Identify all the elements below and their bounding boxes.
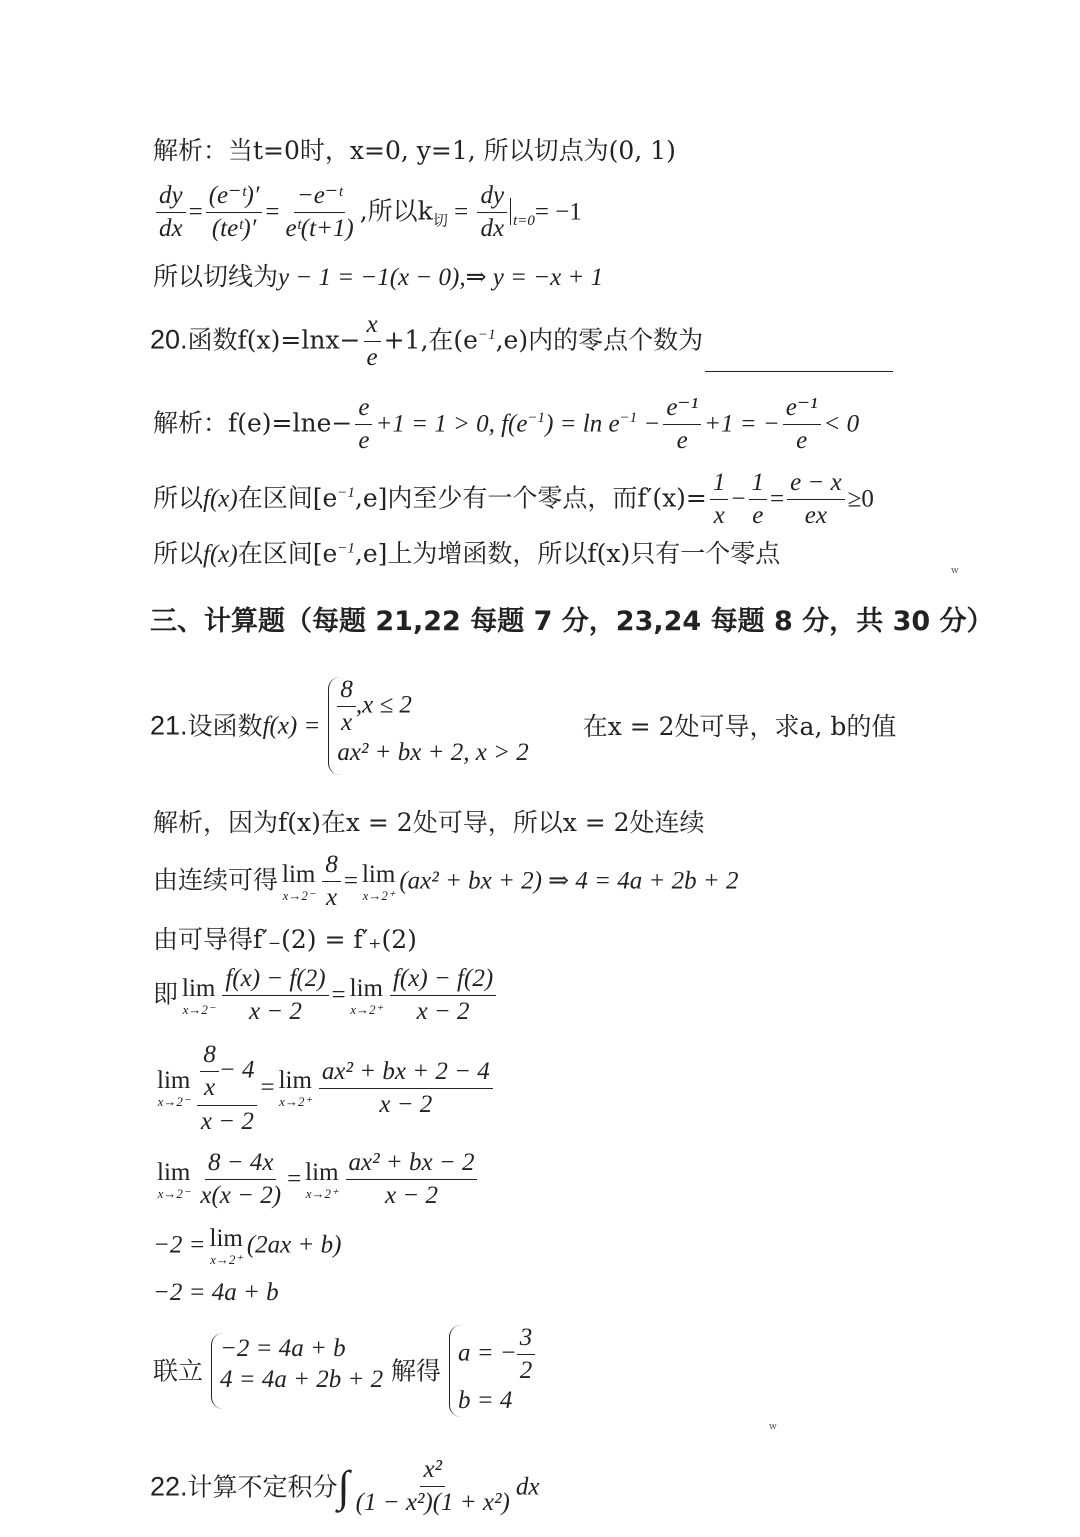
answer-blank	[705, 371, 893, 372]
poly-fraction-2: $\frac{\text{ax² + bx − 2}}{x - 2}$	[346, 1150, 478, 1210]
dy-dx-fraction: $\frac{dy}{dx}$	[156, 183, 186, 243]
limit-left-2: lim x→2⁻	[182, 974, 216, 1017]
sol20-frac-1-x: $\frac{1}{x}$	[710, 470, 729, 530]
solution-brace: a = − $\frac{3}{2}$ b = 4	[449, 1325, 535, 1417]
poly-fraction-1: $\frac{\text{ax² + bx + 2 − 4}}{x - 2}$	[319, 1059, 493, 1119]
question-22: 22.计算不定积分∫ $\frac{\text{x²}}{\text{(1 − x²)(1 + x²)}}$ dx	[150, 1456, 540, 1517]
difference-quotient-left: $\frac{f(x) - f(2)}{x - 2}$	[222, 966, 328, 1026]
question-20: 20.函数f(x)=lnx− $\frac{x}{e}$ +1,在$(e^{-1},e)$内的零点个数为	[150, 312, 893, 372]
sol21-line2: 由连续可得 lim x→2⁻ $\frac{8}{x}$ = lim x→2⁺ (ax² + bx + 2) ⇒ 4 = 4a + 2b + 2	[153, 851, 739, 912]
system-brace: −2 = 4a + b 4 = 4a + 2b + 2	[211, 1333, 383, 1409]
ratio-fraction-2: $\frac{\text{−e⁻ᵗ}}{\text{eᵗ(t+1)}}$	[285, 182, 354, 243]
piece-1: $\frac{8}{x}$ ,x ≤ 2	[337, 677, 528, 737]
section-3-title: 三、计算题（每题 21,22 每题 7 分，23,24 每题 8 分，共 30 分）	[150, 606, 994, 637]
sol21-line5: lim x→2⁻ $\frac{8}{x}$ − 4 x − 2 = lim x→2⁺ $\frac{\text{ax² + bx + 2 − 4}}{x - 2}$	[153, 1042, 496, 1135]
sol20-frac-e-e: $\frac{e}{e}$	[355, 395, 372, 455]
limit-right-3: lim x→2⁺	[278, 1067, 312, 1110]
limit-right-2: lim x→2⁺	[349, 974, 383, 1017]
sol21-line1: 解析，因为f(x)在x = 2处可导，所以x = 2处连续	[153, 808, 705, 837]
sol21-line9: 联立 −2 = 4a + b 4 = 4a + 2b + 2 解得 a = − $\frac{3}{2}$ b = 4	[153, 1325, 535, 1417]
limit-right-4: lim x→2⁺	[305, 1158, 339, 1201]
sol21-line4: 即 lim x→2⁻ $\frac{f(x) - f(2)}{x - 2}$ = lim x→2⁺ $\frac{f(x) - f(2)}{x - 2}$	[153, 966, 499, 1026]
sol21-line7: −2 = lim x→2⁺ (2ax + b)	[153, 1225, 342, 1267]
limit-right-5: lim x→2⁺	[209, 1225, 243, 1267]
sol20-frac-einv-e-1: $\frac{\text{e⁻¹}}{e}$	[663, 395, 701, 455]
simplified-fraction: $\frac{8 - 4x}{x(x - 2)}$	[200, 1149, 282, 1210]
piece-2: ax² + bx + 2, x > 2	[337, 738, 529, 766]
nested-fraction: $\frac{8}{x}$ − 4 x − 2	[197, 1042, 257, 1135]
limit-right-1: lim x→2⁺	[361, 860, 396, 903]
scan-mark-2: w	[769, 1422, 777, 1432]
dy-dx-fraction-eval: $\frac{dy}{dx}$	[477, 183, 507, 243]
sol19-derivative-line: $\frac{dy}{dx}$ = $\frac{\text{(e⁻ᵗ)′}}{\text{(teᵗ)′}}$ = $\frac{\text{−e⁻ᵗ}}{\text{eᵗ(t+1)}}$ ,所以$k_切$ = $\frac{dy}{dx}$ $_{t=0}$= −1	[153, 183, 582, 243]
scan-mark: w	[951, 566, 959, 576]
question-21: 21.设函数f(x) = $\frac{8}{x}$ ,x ≤ 2 ax² + bx + 2, x > 2 在x = 2处可导，求a, b的值	[150, 677, 896, 775]
sol21-line6: lim x→2⁻ $\frac{8 - 4x}{x(x - 2)}$ = lim x→2⁺ $\frac{\text{ax² + bx − 2}}{x - 2}$	[153, 1150, 480, 1210]
sol21-line3: 由可导得f′₋(2) = f′₊(2)	[153, 925, 417, 954]
limit-left-4: lim x→2⁻	[157, 1158, 191, 1201]
limit-left-1: lim x→2⁻	[282, 860, 316, 903]
sol20-frac-e-minus-x: $\frac{e - x}{ex}$	[787, 470, 845, 530]
piecewise-brace	[328, 677, 528, 775]
sol20-line2: 所以f(x)在区间$[e^{-1},e]$内至少有一个零点，而f′(x)= $\frac{1}{x}$ − $\frac{1}{e}$ = $\frac{e - x}{ex}$ ≥0	[153, 469, 874, 530]
ratio-fraction-1: $\frac{\text{(e⁻ᵗ)′}}{\text{(teᵗ)′}}$	[206, 183, 263, 243]
eight-over-x: $\frac{8}{x}$	[322, 852, 341, 912]
sol19-tangent-line: 所以切线为y − 1 = −1(x − 0),⇒ y = −x + 1	[153, 262, 604, 291]
sol20-line3: 所以f(x)在区间$[e^{-1},e]$上为增函数，所以f(x)只有一个零点	[153, 539, 781, 568]
x-over-e-fraction: $\frac{x}{e}$	[364, 312, 381, 372]
limit-left-3: lim x→2⁻	[157, 1067, 191, 1110]
sol21-line8: −2 = 4a + b	[153, 1279, 279, 1306]
difference-quotient-right: $\frac{f(x) - f(2)}{x - 2}$	[390, 966, 496, 1026]
sol20-line1: 解析：f(e)=lne− $\frac{e}{e}$ +1 = 1 > 0, $f(e^{-1}) = \ln e^{-1}$ − $\frac{\text{e⁻¹}}{e}$ +1 = − $\frac{\text{e⁻¹}}{e}$ < 0	[153, 394, 860, 455]
sol20-frac-1-e: $\frac{1}{e}$	[749, 470, 768, 530]
integrand-fraction: $\frac{\text{x²}}{\text{(1 − x²)(1 + x²)}}$	[355, 1456, 510, 1517]
sol19-line1: 解析：当t=0时，x=0, y=1, 所以切点为(0, 1)	[153, 136, 676, 165]
sol20-frac-einv-e-2: $\frac{\text{e⁻¹}}{e}$	[783, 395, 821, 455]
